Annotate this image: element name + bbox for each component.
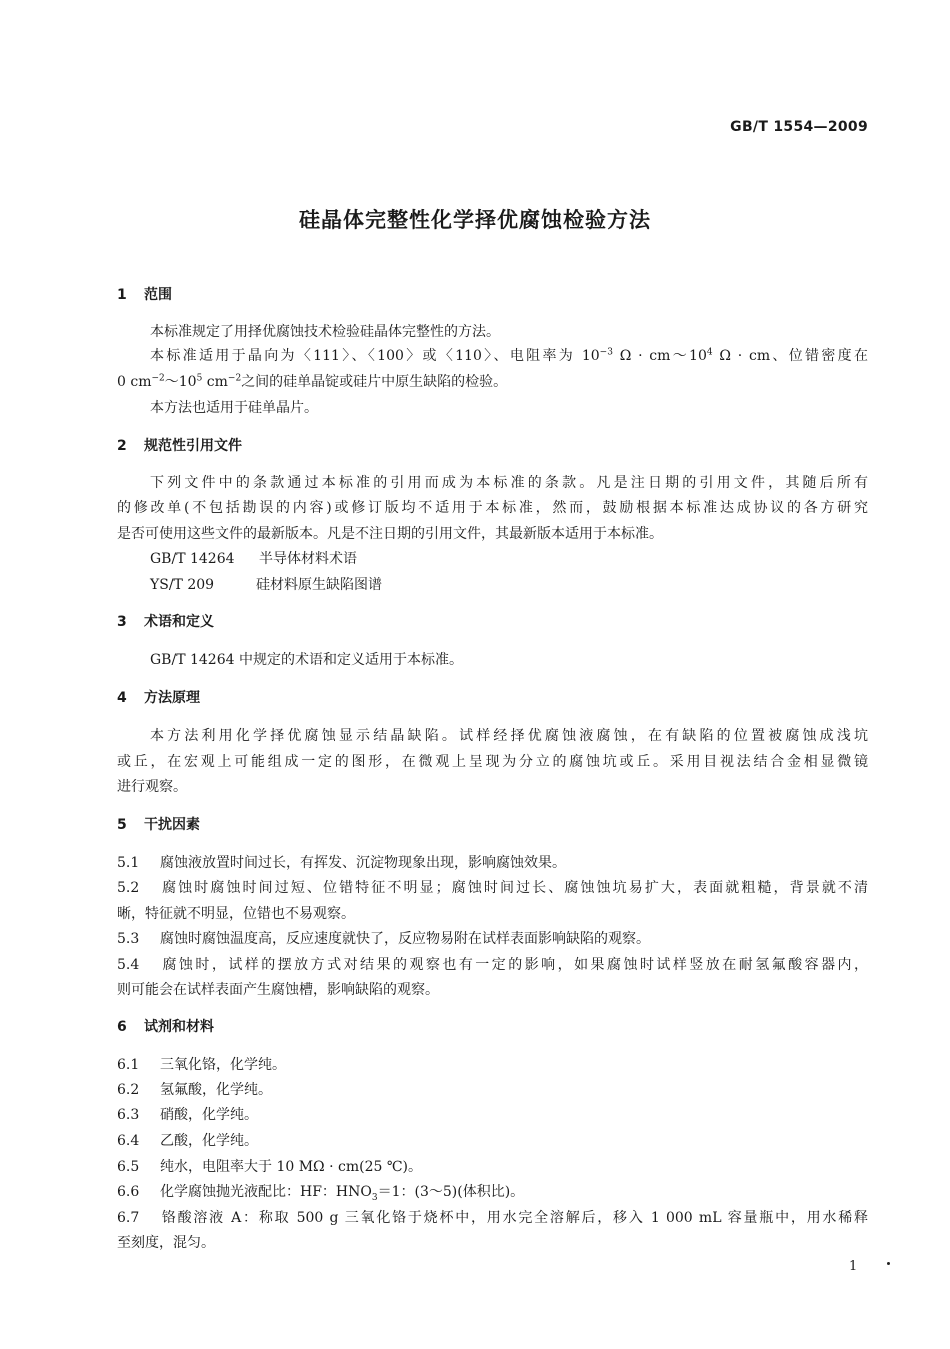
reference-code: YS/T 209 xyxy=(150,577,215,593)
clause-continuation: 至刻度，混匀。 xyxy=(117,1235,215,1251)
paragraph: 本标准规定了用择优腐蚀技术检验硅晶体完整性的方法。 xyxy=(150,324,500,340)
clause-text: 纯水，电阻率大于 10 MΩ · cm(25 ℃)。 xyxy=(160,1159,422,1175)
section-title: 方法原理 xyxy=(144,690,200,706)
standard-number: GB/T 1554—2009 xyxy=(730,119,868,135)
clause-5-3 xyxy=(117,929,650,949)
clause-5-4 xyxy=(117,955,868,975)
reference-title: 半导体材料术语 xyxy=(259,551,357,567)
section-number: 4 xyxy=(117,690,127,706)
section-title: 试剂和材料 xyxy=(144,1019,214,1035)
page-mark xyxy=(887,1262,890,1265)
clause-number: 6.7 xyxy=(117,1210,140,1226)
clause-number: 6.2 xyxy=(117,1082,140,1098)
clause-number: 6.6 xyxy=(117,1184,140,1200)
clause-text: 腐蚀液放置时间过长，有挥发、沉淀物现象出现，影响腐蚀效果。 xyxy=(160,855,566,871)
clause-number: 6.1 xyxy=(117,1057,140,1073)
clause-number: 6.3 xyxy=(117,1107,140,1123)
clause-continuation: 则可能会在试样表面产生腐蚀槽，影响缺陷的观察。 xyxy=(117,982,439,998)
clause-6-3 xyxy=(117,1105,258,1125)
section-number: 5 xyxy=(117,817,127,833)
reference-title: 硅材料原生缺陷图谱 xyxy=(256,577,382,593)
document-title: 硅晶体完整性化学择优腐蚀检验方法 xyxy=(299,208,651,232)
page-number: 1 xyxy=(849,1259,858,1274)
superscript: −2 xyxy=(227,373,242,384)
subscript: 3 xyxy=(371,1192,378,1203)
clause-text: 氢氟酸，化学纯。 xyxy=(160,1082,272,1098)
clause-text: 硝酸，化学纯。 xyxy=(160,1107,258,1123)
clause-6-1 xyxy=(117,1055,286,1075)
clause-6-2 xyxy=(117,1080,272,1100)
section-number: 2 xyxy=(117,438,127,454)
clause-text: 乙酸，化学纯。 xyxy=(160,1133,258,1149)
paragraph: GB/T 14264 中规定的术语和定义适用于本标准。 xyxy=(150,652,463,668)
paragraph-line: 进行观察。 xyxy=(117,779,187,795)
clause-number: 6.4 xyxy=(117,1133,140,1149)
clause-number: 6.5 xyxy=(117,1159,140,1175)
section-number: 3 xyxy=(117,614,127,630)
clause-text: 铬酸溶液 A：称取 500 g 三氧化铬于烧杯中，用水完全溶解后，移入 1 000 mL 容量瓶中，用水稀释 xyxy=(160,1210,868,1226)
clause-6-4 xyxy=(117,1131,258,1151)
clause-5-1 xyxy=(117,853,566,873)
superscript: −3 xyxy=(599,347,613,358)
reference-code: GB/T 14264 xyxy=(150,551,235,567)
section-title: 术语和定义 xyxy=(144,614,214,630)
section-4-heading xyxy=(117,688,200,708)
clause-text: 腐蚀时，试样的摆放方式对结果的观察也有一定的影响，如果腐蚀时试样竖放在耐氢氟酸容器内， xyxy=(160,957,868,973)
section-title: 范围 xyxy=(144,287,172,303)
clause-number: 5.4 xyxy=(117,957,140,973)
clause-6-5 xyxy=(117,1157,422,1177)
reference-item xyxy=(150,575,382,595)
section-title: 规范性引用文件 xyxy=(144,438,242,454)
section-number: 6 xyxy=(117,1019,127,1035)
section-number: 1 xyxy=(117,287,127,303)
section-3-heading xyxy=(117,612,214,632)
paragraph-line: 或丘，在宏观上可能组成一定的图形，在微观上呈现为分立的腐蚀坑或丘。采用目视法结合金相显微镜 xyxy=(117,754,868,770)
paragraph-line: 是否可使用这些文件的最新版本。凡是不注日期的引用文件，其最新版本适用于本标准。 xyxy=(117,526,663,542)
clause-6-6: 6.6 化学腐蚀抛光液配比：HF：$HNO_3=1$：(3～5)(体积比)。 xyxy=(117,1184,525,1203)
section-2-heading xyxy=(117,436,242,456)
superscript: −2 xyxy=(151,373,165,384)
section-1-heading xyxy=(117,285,172,305)
clause-number: 5.2 xyxy=(117,880,140,896)
paragraph-line: 0 $cm^{-2}\sim 10^5$ $cm^{-2}$之间的硅单晶锭或硅片中原生缺陷的检验。 xyxy=(117,373,508,390)
paragraph-line: 的修改单(不包括勘误的内容)或修订版均不适用于本标准，然而，鼓励根据本标准达成协议的各方研究 xyxy=(117,500,868,516)
reference-item xyxy=(150,549,357,569)
paragraph: 本方法也适用于硅单晶片。 xyxy=(150,400,318,416)
section-title: 干扰因素 xyxy=(144,817,200,833)
section-5-heading xyxy=(117,815,200,835)
clause-5-2 xyxy=(117,878,868,898)
superscript: 4 xyxy=(706,347,713,358)
paragraph-line: 本标准适用于晶向为〈111〉、〈100〉或〈110〉、电阻率为 $10^{-3}$ $\Omega \cdot cm\sim 10^4$ Ω · cm、位错密度在 xyxy=(150,347,869,364)
paragraph-line: 本方法利用化学择优腐蚀显示结晶缺陷。试样经择优腐蚀液腐蚀，在有缺陷的位置被腐蚀成浅坑 xyxy=(150,728,868,744)
clause-text: 三氧化铬，化学纯。 xyxy=(160,1057,286,1073)
clause-6-7 xyxy=(117,1208,868,1228)
clause-number: 5.1 xyxy=(117,855,140,871)
paragraph-line: 下列文件中的条款通过本标准的引用而成为本标准的条款。凡是注日期的引用文件，其随后所有 xyxy=(150,475,868,491)
clause-text: 腐蚀时腐蚀时间过短、位错特征不明显；腐蚀时间过长、腐蚀蚀坑易扩大，表面就粗糙，背景就不清 xyxy=(160,880,868,896)
clause-number: 5.3 xyxy=(117,931,140,947)
clause-continuation: 晰，特征就不明显，位错也不易观察。 xyxy=(117,906,355,922)
superscript: 5 xyxy=(196,373,203,384)
section-6-heading xyxy=(117,1017,214,1037)
clause-text: 腐蚀时腐蚀温度高，反应速度就快了，反应物易附在试样表面影响缺陷的观察。 xyxy=(160,931,650,947)
